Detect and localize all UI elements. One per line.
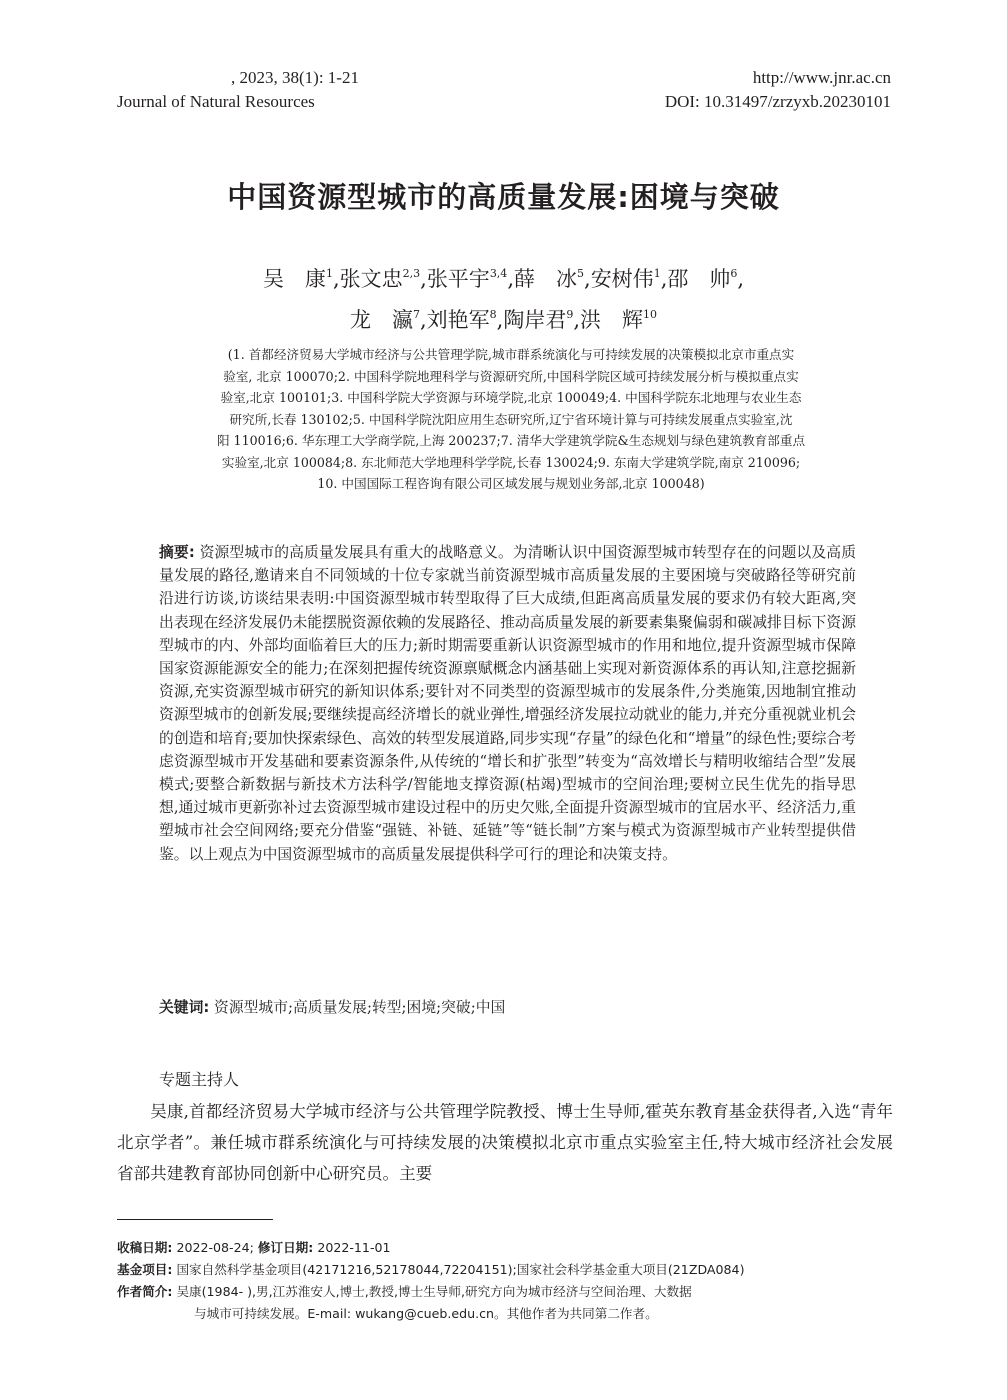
page-header-right	[551, 66, 891, 114]
revised-date: 2022-11-01	[317, 1240, 391, 1255]
affiliation-line: 阳 110016;6. 华东理工大学商学院,上海 200237;7. 清华大学建筑学院&生态规划与绿色建筑教育部重点	[216, 433, 806, 448]
author: 刘艳军$^8$,	[426, 308, 504, 332]
author: 安树伟$^1$,	[590, 267, 668, 291]
affiliation-line: 研究所,长春 130102;5. 中国科学院沈阳应用生态研究所,辽宁省环境计算与可持续发展重点实验室,沈	[229, 411, 793, 427]
footnote-author	[117, 1281, 893, 1325]
host-bio: 吴康,首都经济贸易大学城市经济与公共管理学院教授、博士生导师,霍英东教育基金获得者,入选“青年北京学者”。兼任城市群系统演化与可持续发展的决策模拟北京市重点实验室主任,特大城市经济社会发展省部共建教育部协同创新中心研究员。主要	[117, 1102, 893, 1183]
author: 薛 冰$^5$,	[514, 267, 591, 291]
fund-label: 基金项目:	[117, 1262, 173, 1277]
author-info-text-cont: 与城市可持续发展。E-mail: wukang@cueb.edu.cn。其他作者为共同第二作者。	[194, 1306, 658, 1321]
author-line-1	[0, 256, 1007, 297]
abstract-label: 摘要:	[159, 544, 195, 561]
received-label: 收稿日期:	[117, 1240, 173, 1255]
received-date: 2022-08-24	[176, 1240, 250, 1255]
author: 洪 辉$^{10}$	[580, 308, 658, 332]
abstract	[159, 541, 856, 866]
author: 张平宇$^{3,4}$,	[426, 267, 514, 291]
footnote-dates: 收稿日期: 2022-08-24; 修订日期: 2022-11-01	[117, 1240, 391, 1255]
affiliation-line: 10. 中国国际工程咨询有限公司区域发展与规划业务部,北京 100048)	[317, 476, 705, 491]
affiliation-line: 验室,北京 100101;3. 中国科学院大学资源与环境学院,北京 100049;4. 中国科学院东北地理与农业生态	[220, 390, 802, 405]
author-list	[0, 256, 1007, 338]
affiliation-line: 验室, 北京 100070;2. 中国科学院地理科学与资源研究所,中国科学院区域可持续发展分析与模拟重点实	[223, 368, 799, 384]
author: 吴 康$^1$,	[262, 267, 340, 291]
abstract-text: 资源型城市的高质量发展具有重大的战略意义。为清晰认识中国资源型城市转型存在的问题以及高质量发展的路径,邀请来自不同领域的十位专家就当前资源型城市高质量发展的主要困境与突破路径等研究前沿进行访谈,访谈结果表明:中国资源型城市转型取得了巨大成绩,但距离高质量发展的要求仍有较大距离,突出表现在经济发展仍未能摆脱资源依赖的发展路径、推动高质量发展的新要素集聚偏弱和碳减排目标下资源型城市的内、外部均面临着巨大的压力;新时期需要重新认识资源型城市的作用和地位,提升资源型城市保障国家资源能源安全的能力;在深刻把握传统资源禀赋概念内涵基础上实现对新资源体系的再认知,注意挖掘新资源,充实资源型城市研究的新知识体系;要针对不同类型的资源型城市的发展条件,分类施策,因地制宜推动资源型城市的创新发展;要继续提高经济增长的就业弹性,增强经济发展拉动就业的能力,并充分重视就业机会的创造和培育;要加快探索绿色、高效的转型发展道路,同步实现“存量”的绿色化和“增量”的绿色性;要综合考虑资源型城市开发基础和要素资源条件,从传统的“增长和扩张型”转变为“高效增长与精明收缩结合型”发展模式;要整合新数据与新技术方法科学/智能地支撑资源(枯竭)型城市的空间治理;要树立民生优先的指导思想,通过城市更新弥补过去资源型城市建设过程中的历史欠账,全面提升资源型城市的宜居水平、经济活力,重塑城市社会空间网络;要充分借鉴“强链、补链、延链”等“链长制”方案与模式为资源型城市产业转型提供借鉴。以上观点为中国资源型城市的高质量发展提供科学可行的理论和决策支持。	[159, 544, 856, 863]
author: 龙 瀛$^7$,	[349, 308, 427, 332]
paper-title: 中国资源型城市的高质量发展:困境与突破	[227, 180, 780, 214]
author: 邵 帅$^6$,	[667, 267, 745, 291]
section-title: 专题主持人	[159, 1070, 240, 1089]
citation: , 2023, 38(1): 1-21	[231, 68, 359, 87]
author-info-label: 作者简介:	[117, 1284, 173, 1299]
page-header-left	[117, 66, 457, 114]
author: 张文忠$^{2,3}$,	[339, 267, 427, 291]
journal-name: Journal of Natural Resources	[117, 92, 315, 111]
revised-label: 修订日期:	[257, 1240, 314, 1255]
affiliation-line: 实验室,北京 100084;8. 东北师范大学地理科学学院,长春 130024;9. 东南大学建筑学院,南京 210096;	[221, 454, 801, 470]
doi[interactable]: DOI: 10.31497/zrzyxb.20230101	[664, 92, 891, 111]
author: 陶岸君$^9$,	[503, 308, 581, 332]
affiliation-line: (1. 首都经济贸易大学城市经济与公共管理学院,城市群系统演化与可持续发展的决策模拟北京市重点实	[227, 347, 795, 362]
keywords-text: 资源型城市;高质量发展;转型;困境;突破;中国	[209, 999, 506, 1016]
keywords-label: 关键词:	[159, 999, 210, 1016]
footnote-divider	[117, 1219, 273, 1220]
footnote-fund	[117, 1259, 893, 1281]
affiliations	[166, 344, 856, 495]
fund-text: 国家自然科学基金项目(42171216,52178044,72204151);国家社会科学基金重大项目(21ZDA084)	[176, 1262, 745, 1277]
author-line-2	[0, 297, 1007, 338]
journal-url[interactable]: http://www.jnr.ac.cn	[752, 68, 891, 87]
keywords	[159, 996, 856, 1019]
author-info-text: 吴康(1984- ),男,江苏淮安人,博士,教授,博士生导师,研究方向为城市经济与空间治理、大数据	[176, 1284, 692, 1299]
